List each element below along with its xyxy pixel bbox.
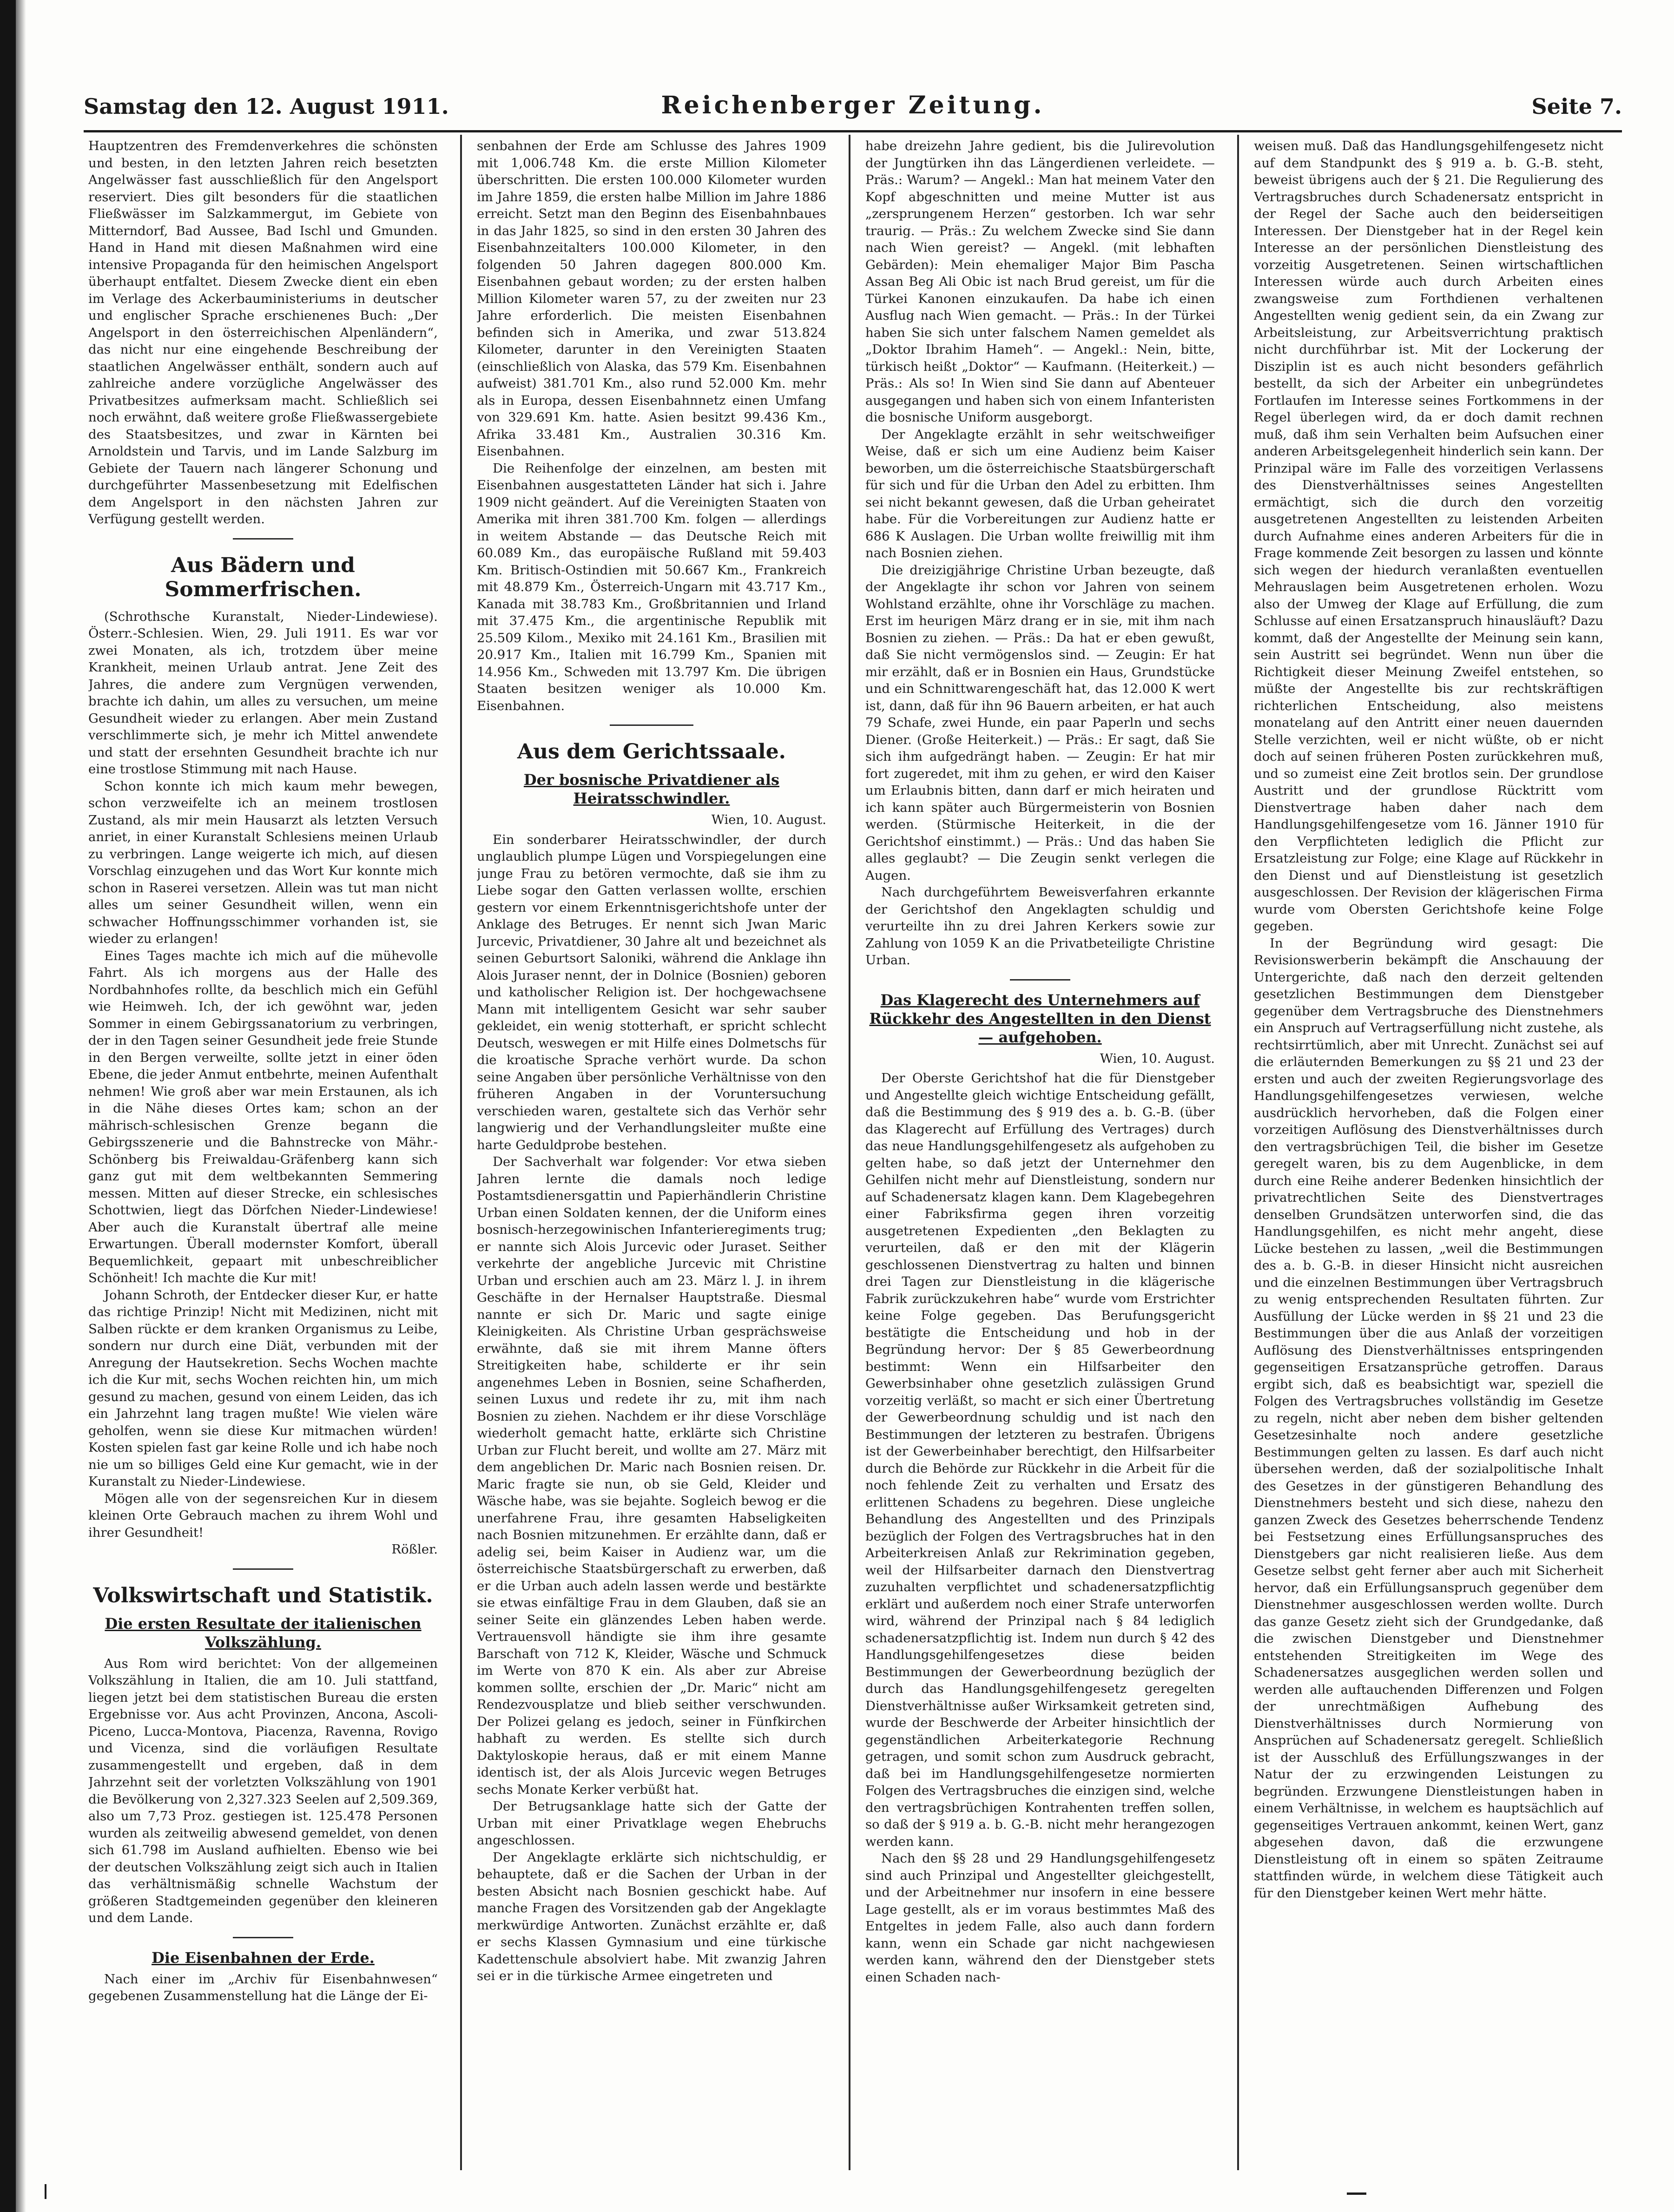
column-divider <box>460 135 462 2170</box>
dateline: Wien, 10. August. <box>1100 1051 1215 1066</box>
issue-date: Samstag den 12. August 1911. <box>84 94 449 119</box>
article-paragraph: In der Begründung wird gesagt: Die Revisionswerberin bekämpft die Anschauung der Untergerichte, daß nach den derzeit geltenden gesetzlichen Bestimmungen dem Dienstgeber gegenüber dem Vertragsbruche des Dienstnehmers ein Anspruch auf Vertragserfüllung nicht zustehe, als rechtsirrtümlich, aber mit Unrecht. Zunächst sei auf die erläuternden Bemerkungen zu §§ 21 und 23 der ersten und auch der zweiten Regierungsvorlage des Handlungsgehilfengesetzes verwiesen, welche ausdrücklich hervorheben, daß die Folgen einer vorzeitigen Auflösung des Dienstverhältnisses durch den vertragsbrüchigen Teil, die bisher im Gesetze geregelt waren, bis zu dem Augenblicke, in dem durch eine Reihe anderer Bedenken hinsichtlich der privatrechtlichen Seite des Dienstvertrages denselben Grundsätzen unterworfen sind, die das Handlungsgehilfen, es nicht mehr angeht, diese Lücke bestehen zu lassen, „weil die Bestimmungen des a. b. G.-B. in dieser Hinsicht nicht ausreichen und die einzelnen Bestimmungen über Vertragsbruch zu wenig entsprechenden Resultaten führten. Zur Ausfüllung der Lücke werden in §§ 21 und 23 die Bestimmungen über die aus Anlaß der vorzeitigen Auflösung des Dienstverhältnisses entspringenden gegenseitigen Ersatzansprüche getroffen. Daraus ergibt sich, daß es beabsichtigt war, speziell die Folgen des Vertragsbruches vollständig im Gesetze zu regeln, nicht aber neben dem bisher geltenden Gesetzesinhalte noch andere gesetzliche Bestimmungen gelten zu lassen. Es darf auch nicht übersehen werden, daß der sozialpolitische Inhalt des Gesetzes in der günstigeren Behandlung des Dienstnehmers besteht und sich diese, nahezu den ganzen Zweck des Gesetzes beherrschende Tendenz bei Festsetzung eines Erfüllungsanspruches des Dienstgebers gar nicht realisieren ließe. Aus dem Gesetze selbst geht ferner aber auch mit Sicherheit hervor, daß ein Erfüllungsanspruch gegenüber dem Dienstnehmer ausgeschlossen werden wollte. Durch das ganze Gesetz zieht sich der Grundgedanke, daß die zwischen Dienstgeber und Dienstnehmer entstehenden Streitigkeiten im Wege des Schadenersatzes ausgeglichen werden sollen und werden alle auftauchenden Differenzen und Folgen der unrechtmäßigen Aufhebung des Dienstverhältnisses durch Normierung von Ansprüchen auf Schadenersatz geregelt. Schließlich ist der Ausschluß des Erfüllungszwanges in der Natur der zu erzwingenden Leistungen zu begründen. Erzwungene Dienstleistungen haben in einem Verhältnisse, in welchem es hauptsächlich auf gegenseitiges Vertrauen ankommt, keinen Wert, ganz abgesehen davon, daß die erzwungene Dienstleistung oft in einem so späten Zeitraume stattfinden würde, in welchem diese Tätigkeit auch für den Dienstgeber keinen Wert mehr hätte. <box>1254 935 1603 1901</box>
section-heading-volkswirtschaft: Volkswirtschaft und Statistik. <box>93 1583 433 1607</box>
article-paragraph: (Schrothsche Kuranstalt, Nieder-Lindewiese). Österr.-Schlesien. Wien, 29. Juli 1911. Es war vor zwei Monaten, als ich, trotzdem über meine Krankheit, meinen Urlaub antrat. Jene Zeit des Jahres, die andere zum Vergnügen verwenden, brachte ich dahin, um alles zu versuchen, um meine Gesundheit wieder zu erlangen. Aber mein Zustand verschlimmerte sich, je mehr ich Mittel anwendete und statt der ersehnten Gesundheit brachte ich nur eine trostlose Stimmung mit nach Hause. <box>88 609 438 777</box>
column-1 <box>88 138 438 2182</box>
article-paragraph: Nach durchgeführtem Beweisverfahren erkannte der Gerichtshof den Angeklagten schuldig und verurteilte ihn zu drei Jahren Kerkers sowie zur Zahlung von 1059 K an die Privatbeteiligte Christine Urban. <box>865 885 1215 968</box>
separator-rule <box>1010 979 1070 981</box>
article-paragraph: Der Angeklagte erklärte sich nichtschuldig, er behauptete, daß er die Sachen der Urban in der besten Absicht nach Bosnien geschickt habe. Auf manche Fragen des Vorsitzenden gab der Angeklagte merkwürdige Antworten. Zunächst erzählte er, daß er sechs Klassen Gymnasium und eine türkische Kadettenschule absolviert habe. Mit zwanzig Jahren sei er in die türkische Armee eingetreten und <box>477 1850 826 1983</box>
article-paragraph: Nach einer im „Archiv für Eisenbahnwesen“ gegebenen Zusammenstellung hat die Länge der Ei- <box>88 1971 438 2003</box>
article-paragraph: Ein sonderbarer Heiratsschwindler, der durch unglaublich plumpe Lügen und Vorspiegelungen eine junge Frau zu betören vermochte, daß sie ihm zu Liebe sogar den Gatten verlassen wollte, erschien gestern vor einem Erkenntnisgerichtshofe unter der Anklage des Betruges. Er nennt sich Jwan Maric Jurcevic, Privatdiener, 30 Jahre alt und bezeichnet als seinen Geburtsort Saloniki, während die Anklage ihn Alois Juraser nennt, der in Dolnice (Bosnien) geboren und katholischer Religion ist. Der hochgewachsene Mann mit intelligentem Gesicht war sehr sauber gekleidet, ein wenig stotterhaft, er spricht schlecht Deutsch, weswegen er mit Hilfe eines Dolmetschs für die kroatische Sprache verhört wurde. Da schon seine Angaben über persönliche Verhältnisse von den früheren Angaben in der Voruntersuchung verschieden waren, gestaltete sich das Verhör sehr langwierig und der Verhandlungsleiter mußte eine harte Geduldprobe bestehen. <box>477 832 826 1152</box>
section-heading-gerichtssaal: Aus dem Gerichtssaale. <box>517 740 786 764</box>
article-paragraph: Nach den §§ 28 und 29 Handlungsgehilfengesetz sind auch Prinzipal und Angestellter gleichgestellt, und der Arbeitnehmer nur insofern in eine bessere Lage gestellt, als er im voraus bestimmtes Maß des Entgeltes in jedem Falle, also auch dann fordern kann, wenn ein Schade gar nicht nachgewiesen werden kann, während den der Dienstgeber stets einen Schaden nach- <box>865 1851 1215 1985</box>
article-paragraph: Der Oberste Gerichtshof hat die für Dienstgeber und Angestellte gleich wichtige Entscheidung gefällt, daß die Bestimmung des § 919 des a. b. G.-B. (über das Klagerecht auf Erfüllung des Vertrages) durch das neue Handlungsgehilfengesetz als aufgehoben zu gelten habe, so daß jetzt der Unternehmer den Gehilfen nicht mehr auf Dienstleistung, sondern nur auf Schadenersatz klagen kann. Dem Klagebegehren einer Fabriksfirma gegen ihren vorzeitig ausgetretenen Expedienten „den Beklagten zu verurteilen, daß er den mit der Klägerin geschlossenen Dienstvertrag zu halten und binnen drei Tagen zur Dienstleistung in die klägerische Fabrik zurückzukehren habe“ wurde vom Erstrichter keine Folge gegeben. Das Berufungsgericht bestätigte die Entscheidung und hob in der Begründung hervor: Der § 85 Gewerbeordnung bestimmt: Wenn ein Hilfsarbeiter den Gewerbsinhaber ohne gesetzlich zulässigen Grund vorzeitig verläßt, so macht er sich einer Übertretung der Gewerbeordnung schuldig und ist nach den Bestimmungen der letzteren zu bestrafen. Übrigens ist der Gewerbeinhaber berechtigt, den Hilfsarbeiter durch die Behörde zur Rückkehr in die Arbeit für die noch fehlende Zeit zu verhalten und Ersatz des erlittenen Schadens zu begehren. Diese ungleiche Behandlung des Angestellten und des Prinzipals bezüglich der Folgen des Vertragsbruches hat in den Arbeiterkreisen Anlaß zur Rekrimination gegeben, weil der Hilfsarbeiter darnach den Dienstvertrag zuzuhalten verpflichtet und schadenersatzpflichtig erklärt und außerdem noch einer Strafe unterworfen wird, während der Prinzipal nach § 84 lediglich schadenersatzpflichtig ist. Indem nun durch § 42 des Handlungsgehilfengesetzes diese beiden Bestimmungen der Gewerbeordnung bezüglich der durch das Handlungsgehilfengesetz geregelten Dienstverhältnisse außer Wirksamkeit getreten sind, wurde der Beschwerde der Arbeiter hinsichtlich der gegenständlichen Arbeiterkategorie Rechnung getragen, und somit schon zum Ausdruck gebracht, daß bei im Handlungsgehilfengesetze normierten Folgen des Vertragsbruches die einzigen sind, welche den vertragsbrüchigen Kontrahenten treffen sollen, so daß der § 919 a. b. G.-B. nicht mehr herangezogen werden kann. <box>865 1071 1215 1849</box>
masthead-rule <box>84 130 1622 132</box>
article-paragraph: habe dreizehn Jahre gedient, bis die Julirevolution der Jungtürken ihn das Längerdienen verleidete. — Präs.: Warum? — Angekl.: Man hat meinem Vater den Kopf abgeschnitten und meine Mutter ist aus „zersprungenem Herzen“ gestorben. Ich war sehr traurig. — Präs.: Zu welchem Zwecke sind Sie dann nach Wien gereist? — Angekl. (mit lebhaften Gebärden): Mein ehemaliger Major Bim Pascha Assan Beg Ali Obic ist nach Brud gereist, um für die Türkei Kanonen einzukaufen. Da habe ich einen Ausflug nach Wien gemacht. — Präs.: In der Türkei haben Sie sich unter falschem Namen gemeldet als „Doktor Ibrahim Hameh“. — Angekl.: Nein, bitte, türkisch heißt „Doktor“ — Kaufmann. (Heiterkeit.) — Präs.: Als so! In Wien sind Sie dann auf Abenteuer ausgegangen und haben sich von einem Infanteristen die bosnische Uniform ausgeborgt. <box>865 138 1215 425</box>
column-4 <box>1254 138 1603 2182</box>
article-headline: Die Eisenbahnen der Erde. <box>152 1949 375 1967</box>
scan-margin-shadow <box>16 0 26 2212</box>
separator-rule <box>233 1568 293 1570</box>
article-paragraph: Schon konnte ich mich kaum mehr bewegen, schon verzweifelte ich an meinem trostlosen Zustand, als mir mein Hausarzt als letzten Versuch anriet, in einer Kuranstalt Schlesiens meinen Urlaub zu verbringen. Lange weigerte ich mich, auf diesen Vorschlag einzugehen und das Wort Kur konnte mich schon in Raserei versetzen. Allein was tut man nicht alles um seiner Gesundheit willen, wenn ein schwacher Hoffnungsschimmer vorhanden ist, sie wieder zu erlangen! <box>88 778 438 946</box>
article-headline: Das Klagerecht des Unternehmers auf Rückkehr des Angestellten in den Dienst — aufgehoben. <box>869 991 1211 1046</box>
article-paragraph: Der Sachverhalt war folgender: Vor etwa sieben Jahren lernte die damals noch ledige Postamtsdienersgattin und Papierhändlerin Christine Urban einen Soldaten kennen, der die Uniform eines bosnisch-herzegowinischen Infanterieregiments trug; er nannte sich Alois Jurcevic oder Juraset. Seither verkehrte der angebliche Jurcevic mit Christine Urban und erschien auch am 23. März l. J. in ihrem Geschäfte in der Hernalser Hauptstraße. Diesmal nannte er sich Dr. Maric und sagte einige Kleinigkeiten. Als Christine Urban gesprächsweise erwähnte, daß sie mit ihrem Manne öfters Streitigkeiten habe, schilderte er ihr sein angenehmes Leben in Bosnien, seine Schafherden, seinen Luxus und redete ihr zu, mit ihm nach Bosnien zu ziehen. Nachdem er ihr diese Vorschläge wiederholt gemacht hatte, erklärte sich Christine Urban zur Flucht bereit, und wollte am 27. März mit dem angeblichen Dr. Maric nach Bosnien reisen. Dr. Maric fragte sie nun, ob sie Geld, Kleider und Wäsche habe, was sie bejahte. Sogleich bewog er die unerfahrene Frau, ihre gesamten Habseligkeiten nach Bosnien mitzunehmen. Er erzählte dann, daß er adelig sei, beim Kaiser in Audienz war, um die österreichische Staatsbürgerschaft zu erwerben, daß er die Urban auch adeln lassen werde und bestärkte sie etwas einfältige Frau in dem Glauben, daß sie an seiner Seite ein glänzendes Leben haben werde. Vertrauensvoll händigte sie ihm ihre gesamte Barschaft von 712 K, Kleider, Wäsche und Schmuck im Werte von 870 K ein. Als aber zur Abreise kommen sollte, erschien der „Dr. Maric“ nicht am Rendezvousplatze und blieb seither verschwunden. Der Polizei gelang es jedoch, seiner in Fünfkirchen habhaft zu werden. Es stellte sich durch Daktyloskopie heraus, daß er mit einem Manne identisch ist, der als Alois Jurcevic wegen Betruges sechs Monate Kerker verbüßt hat. <box>477 1154 826 1797</box>
article-paragraph: Eines Tages machte ich mich auf die mühevolle Fahrt. Als ich morgens aus der Halle des Nordbahnhofes rollte, da beschlich mich ein Gefühl wie Heimweh. Ich, der ich gewöhnt war, jeden Sommer in einem Gebirgssanatorium zu verbringen, der in den Tagen seiner Gesundheit jede freie Stunde in den Bergen verweilte, sollte jetzt in einer öden Ebene, die jeder Anmut entbehrte, meinen Aufenthalt nehmen! Wie groß aber war mein Erstaunen, als ich in die Nähe dieses Ortes kam; schon an der mährisch-schlesischen Grenze begann die Gebirgsszenerie und die Bahnstrecke von Mähr.-Schönberg bis Freiwaldau-Gräfenberg kann sich ganz gut mit dem weltbekannten Semmering messen. Mitten auf dieser Strecke, ein schlesisches Schottwien, liegt das Dörfchen Nieder-Lindewiese! Aber auch die Kuranstalt übertraf alle meine Erwartungen. Überall modernster Komfort, überall Bequemlichkeit, gepaart mit unbeschreiblicher Schönheit! Ich machte die Kur mit! <box>88 948 438 1285</box>
column-divider <box>1237 135 1239 2170</box>
separator-rule <box>610 724 693 726</box>
article-paragraph: Hauptzentren des Fremdenverkehres die schönsten und besten, in den letzten Jahren reich besetzten Angelwässer fast ausschließlich für den Angelsport reserviert. Dies gilt besonders für die staatlichen Fließwässer im Salzkammergut, im Gebiete von Mitterndorf, Bad Aussee, Bad Ischl und Gmunden. Hand in Hand mit diesen Maßnahmen wird eine intensive Propaganda für den heimischen Angelsport überhaupt entfaltet. Diesem Zwecke dient ein eben im Verlage des Ackerbauministeriums in deutscher und englischer Sprache erschienenes Buch: „Der Angelsport in den österreichischen Alpenländern“, das nicht nur eine eingehende Beschreibung der staatlichen Angelwässer enthält, sondern auch auf zahlreiche andere vorzügliche Angelwässer des Privatbesitzes aufmerksam macht. Schließlich sei noch erwähnt, daß weitere große Fließwassergebiete des Staatsbesitzes, und zwar in Kärnten bei Arnoldstein und Tarvis, und im Lande Salzburg im Gebiete der Tauern nach längerer Schonung und durchgeführter Massenbesetzung mit Edelfischen dem Angelsport in den nächsten Jahren zur Verfügung gestellt werden. <box>88 138 438 527</box>
newspaper-title: Reichenberger Zeitung. <box>661 91 1045 119</box>
column-3 <box>865 138 1215 2182</box>
article-paragraph: Der Betrugsanklage hatte sich der Gatte der Urban mit einer Privatklage wegen Ehebruchs angeschlossen. <box>477 1799 826 1848</box>
article-headline: Die ersten Resultate der italienischen Volkszählung. <box>105 1614 422 1651</box>
article-paragraph: Die Reihenfolge der einzelnen, am besten mit Eisenbahnen ausgestatteten Länder hat sich i. Jahre 1909 nicht geändert. Auf die Vereinigten Staaten von Amerika mit ihren 381.700 Km. folgen — allerdings in weitem Abstande — das Deutsche Reich mit 60.089 Km., das europäische Rußland mit 59.403 Km. Britisch-Ostindien mit 50.667 Km., Frankreich mit 48.879 Km., Österreich-Ungarn mit 43.717 Km., Kanada mit 38.783 Km., Großbritannien und Irland mit 37.475 Km., die argentinische Republik mit 25.509 Kilom., Mexiko mit 24.161 Km., Brasilien mit 20.917 Km., Italien mit 16.799 Km., Spanien mit 14.956 Km., Schweden mit 13.797 Km. Die übrigen Staaten besitzen weniger als 10.000 Km. Eisenbahnen. <box>477 461 826 713</box>
page-number: Seite 7. <box>1531 94 1622 119</box>
article-paragraph: weisen muß. Daß das Handlungsgehilfengesetz nicht auf dem Standpunkt des § 919 a. b. G.-B. steht, beweist übrigens auch der § 21. Die Regulierung des Vertragsbruches durch Schadenersatz entspricht in der Regel der Sache auch den beiderseitigen Interessen. Der Dienstgeber hat in der Regel kein Interesse an der persönlichen Dienstleistung des vorzeitig Ausgetretenen. Seinen wirtschaftlichen Interessen würde auch durch Arbeiten eines zwangsweise zum Forthdienen verhaltenen Angestellten wenig gedient sein, da ein Zwang zur Arbeitsleistung, zur Arbeitsverrichtung praktisch nicht durchführbar ist. Mit der Lockerung der Disziplin ist es auch nicht besonders gefährlich bestellt, da sich der Arbeiter ein unbegründetes Fortlaufen im Interesse seines Fortkommens in der Regel überlegen wird, da er doch damit rechnen muß, daß ihm sein Verhalten beim Aufsuchen einer anderen Arbeitsgelegenheit hinderlich sein kann. Der Prinzipal wäre im Falle des vorzeitigen Verlassens des Dienstverhältnisses seines Angestellten ermächtigt, sich die durch den vorzeitig ausgetretenen Angestellten zu leistenden Arbeiten durch Aufnahme eines anderen Arbeiters für die in Frage kommende Zeit besorgen zu lassen und könnte sich wegen der hiedurch veranlaßten eventuellen Mehrauslagen beim Ausgetretenen erholen. Wozu also der Umweg der Klage auf Erfüllung, die zum Schlusse auf einen Ersatzanspruch hinausläuft? Dazu kommt, daß der Angestellte der Meinung sein kann, sein Austritt sei begründet. Wenn nun über die Richtigkeit dieser Meinung Zweifel entstehen, so müßte der Angestellte bis zur rechtskräftigen richterlichen Entscheidung, also meistens monatelang auf den Antritt einer neuen dauernden Stelle verzichten, weil er nicht wüßte, ob er nicht doch auf seinen früheren Posten zurückkehren muß, und so zumeist eine Zeit brotlos sein. Der grundlose Austritt und der grundlose Rücktritt vom Dienstvertrage haben daher nach dem Handlungsgehilfengesetze vom 16. Jänner 1910 für den Verpflichteten lediglich die Pflicht zur Ersatzleistung zur Folge; eine Klage auf Rückkehr in den Dienst und auf Dienstleistung ist gesetzlich ausgeschlossen. Der Revision der klägerischen Firma wurde vom Obersten Gerichtshofe keine Folge gegeben. <box>1254 138 1603 934</box>
separator-rule <box>233 1937 293 1938</box>
article-paragraph: Der Angeklagte erzählt in sehr weitschweifiger Weise, daß er sich um eine Audienz beim Kaiser beworben, um die österreichische Staatsbürgerschaft für sich und für die Urban den Adel zu erbitten. Ihm sei nicht bekannt gewesen, daß die Urban geheiratet habe. Für die Vorbereitungen zur Audienz hatte er 686 K Auslagen. Die Urban wollte freiwillig mit ihm nach Bosnien ziehen. <box>865 427 1215 560</box>
article-paragraph: Mögen alle von der segensreichen Kur in diesem kleinen Orte Gebrauch machen zu ihrem Wohl und ihrer Gesundheit! <box>88 1491 438 1540</box>
crop-mark <box>45 2184 46 2199</box>
article-headline: Der bosnische Privatdiener als Heiratsschwindler. <box>523 771 780 807</box>
article-signature: Rößler. <box>391 1542 438 1557</box>
column-divider <box>849 135 850 2170</box>
masthead <box>84 91 1622 127</box>
article-paragraph: senbahnen der Erde am Schlusse des Jahres 1909 mit 1,006.748 Km. die erste Million Kilometer überschritten. Die ersten 100.000 Kilometer wurden im Jahre 1859, die ersten halbe Million im Jahre 1886 erreicht. Setzt man den Beginn des Eisenbahnbaues in das Jahr 1825, so sind in den ersten 30 Jahren des Eisenbahnzeitalters 100.000 Kilometer, in den folgenden 50 Jahren dagegen 800.000 Km. Eisenbahnen gebaut worden; zu der ersten halben Million Kilometer waren 57, zu der zweiten nur 23 Jahre erforderlich. Die meisten Eisenbahnen befinden sich in Amerika, und zwar 513.824 Kilometer, darunter in den Vereinigten Staaten (einschließlich von Alaska, das 579 Km. Eisenbahnen aufweist) 381.701 Km., also rund 52.000 Km. mehr als in Europa, dessen Eisenbahnnetz einen Umfang von 329.691 Km. hatte. Asien besitzt 99.436 Km., Afrika 33.481 Km., Australien 30.316 Km. Eisenbahnen. <box>477 138 826 459</box>
article-paragraph: Aus Rom wird berichtet: Von der allgemeinen Volkszählung in Italien, die am 10. Juli stattfand, liegen jetzt bei dem statistischen Bureau die ersten Ergebnisse vor. Aus acht Provinzen, Ancona, Ascoli-Piceno, Lucca-Montova, Piacenza, Ravenna, Rovigo und Vicenza, sind die vorläufigen Resultate zusammengestellt und ergeben, daß in dem Jahrzehnt seit der vorletzten Volkszählung von 1901 die Bevölkerung von 2,327.323 Seelen auf 2,509.369, also um 7,73 Proz. gestiegen ist. 125.478 Personen wurden als zeitweilig abwesend gemeldet, von denen sich 61.798 im Ausland aufhielten. Ebenso wie bei der deutschen Volkszählung zeigt sich auch in Italien das verhältnismäßig schnelle Wachstum der größeren Stadtgemeinden gegenüber den kleineren und dem Lande. <box>88 1656 438 1925</box>
section-heading-baeder: Aus Bädern und Sommerfrischen. <box>165 553 362 601</box>
dateline: Wien, 10. August. <box>711 812 826 827</box>
crop-mark <box>1347 2192 1366 2195</box>
separator-rule <box>233 538 293 540</box>
article-paragraph: Die dreizigjährige Christine Urban bezeugte, daß der Angeklagte ihr schon vor Jahren von seinem Wohlstand erzählte, ohne ihr Vorschläge zu machen. Erst im heurigen März drang er in sie, mit ihm nach Bosnien zu ziehen. — Präs.: Da hat er eben gewußt, daß Sie nicht vermögenslos sind. — Zeugin: Er hat mir erzählt, daß er in Bosnien ein Haus, Grundstücke und ein Schnittwarengeschäft hat, das 12.000 K wert ist, dann, daß für ihn 96 Bauern arbeiten, er hat auch 79 Schafe, zwei Hunde, ein paar Paperln und sechs Diener. (Große Heiterkeit.) — Präs.: Er sagt, daß Sie sich ihm aufgedrängt haben. — Zeugin: Er hat mir fort zugeredet, mit ihm zu gehen, er wird den Kaiser um Erlaubnis bitten, dann darf er mich heiraten und ich kann später auch Bürgermeisterin von Bosnien werden. (Stürmische Heiterkeit, in die der Gerichtshof einstimmt.) — Präs.: Und das haben Sie alles geglaubt? — Die Zeugin senkt verlegen die Augen. <box>865 562 1215 883</box>
article-paragraph: Johann Schroth, der Entdecker dieser Kur, er hatte das richtige Prinzip! Nicht mit Medizinen, nicht mit Salben rückte er dem kranken Organismus zu Leibe, sondern nur durch eine Diät, verbunden mit der Anregung der Hautsekretion. Sechs Wochen machte ich die Kur mit, sechs Wochen reichten hin, um mich gesund zu machen, gesund von einem Leiden, das ich ein Jahrzehnt lang tragen mußte! Wie vielen wäre geholfen, wenn sie diese Kur mitmachen würden! Kosten spielen fast gar keine Rolle und ich habe noch nie um so billiges Geld eine Kur gemacht, wie in der Kuranstalt zu Nieder-Lindewiese. <box>88 1287 438 1489</box>
column-2 <box>477 138 826 2182</box>
scan-dark-margin <box>0 0 16 2212</box>
